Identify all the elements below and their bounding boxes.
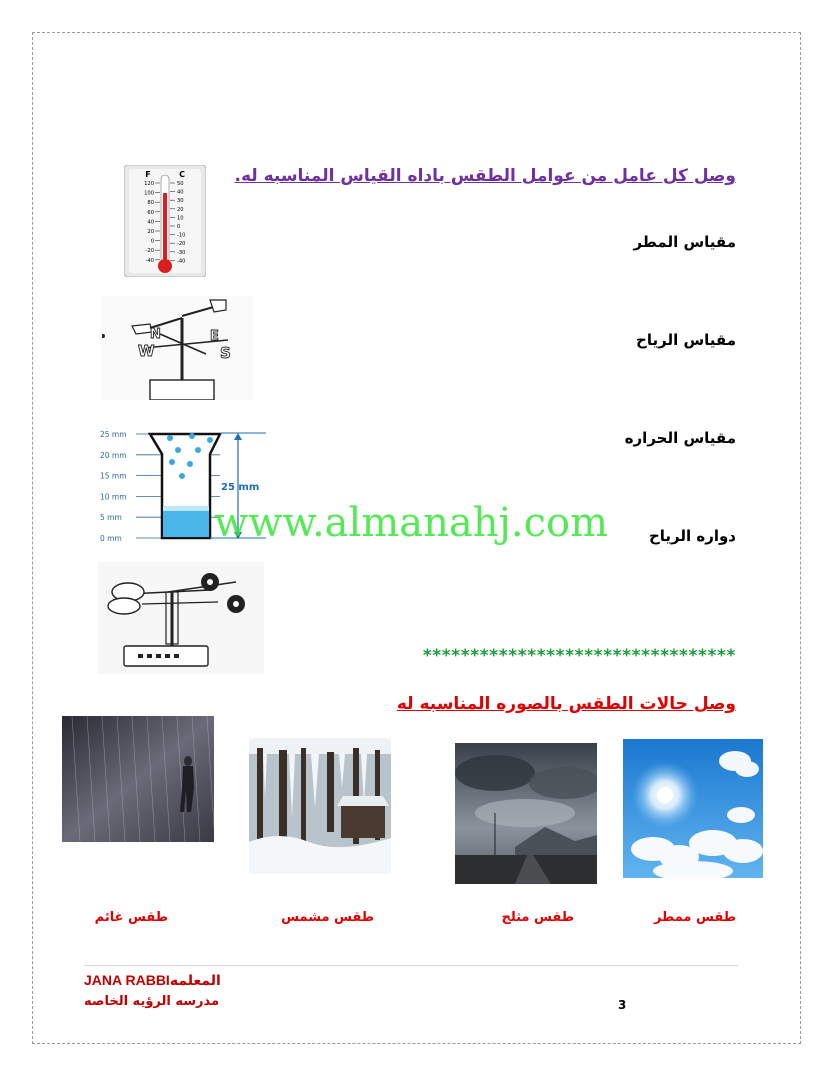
rain-gauge-scale-label: 15 mm bbox=[100, 471, 127, 481]
rainy-photo bbox=[62, 716, 214, 842]
thermo-c-tick: 10 bbox=[177, 215, 184, 222]
label-sunny-weather: طقس مشمس bbox=[281, 910, 374, 925]
thermo-f-tick: 100 bbox=[144, 190, 154, 197]
weather-vane-image bbox=[102, 296, 254, 400]
teacher-prefix: المعلمه bbox=[169, 973, 221, 989]
vane-w-letter: W bbox=[138, 342, 155, 360]
section2-title: وصل حالات الطقس بالصوره المناسبه له bbox=[396, 694, 736, 714]
thermo-f-tick: -40 bbox=[145, 257, 154, 264]
thermo-f-tick: 20 bbox=[147, 229, 154, 235]
school-name: مدرسه الرؤيه الخاصه bbox=[84, 994, 220, 1009]
thermo-c-tick: 0 bbox=[177, 224, 181, 230]
thermo-f-label: F bbox=[145, 170, 151, 179]
rain-gauge-level-label: 25 mm bbox=[221, 482, 260, 493]
thermo-c-label: C bbox=[179, 170, 185, 179]
footer-divider bbox=[84, 965, 738, 966]
rain-gauge-scale-label: 5 mm bbox=[100, 513, 122, 523]
rain-gauge-scale-label: 20 mm bbox=[100, 450, 127, 460]
vane-s-letter: S bbox=[220, 344, 231, 362]
page-number: 3 bbox=[618, 998, 627, 1012]
label-snowy-weather: طقس مثلج bbox=[501, 910, 574, 925]
rain-gauge-scale-label: 25 mm bbox=[100, 430, 127, 439]
snowy-photo bbox=[249, 738, 391, 874]
thermo-f-tick: 80 bbox=[147, 200, 154, 207]
thermo-c-tick: -30 bbox=[177, 249, 186, 256]
anemometer-image bbox=[98, 562, 264, 674]
thermo-f-tick: 40 bbox=[147, 219, 154, 226]
label-rainy-weather: طقس ممطر bbox=[653, 910, 736, 925]
thermo-c-tick: -10 bbox=[177, 232, 186, 239]
thermo-c-tick: 40 bbox=[177, 189, 184, 196]
cloudy-photo bbox=[455, 743, 597, 884]
label-cloudy-weather: طقس غائم bbox=[94, 910, 168, 925]
teacher-name-latin: JANA RABBI bbox=[84, 972, 170, 988]
label-thermometer: مقياس الحراره bbox=[624, 429, 736, 447]
teacher-name bbox=[84, 972, 221, 989]
rain-gauge-scale-label: 0 mm bbox=[100, 534, 122, 543]
sunny-photo bbox=[623, 739, 763, 878]
thermo-f-tick: 120 bbox=[144, 181, 154, 187]
section1-title: وصل كل عامل من عوامل الطقس باداه القياس المناسبه له. bbox=[234, 166, 736, 186]
label-wind-vane: دواره الرياح bbox=[648, 527, 736, 545]
thermo-c-tick: 20 bbox=[177, 206, 184, 213]
thermo-f-tick: -20 bbox=[145, 248, 154, 255]
thermo-c-tick: -40 bbox=[177, 258, 186, 265]
label-wind-gauge: مقياس الرياح bbox=[636, 331, 736, 349]
thermometer-image bbox=[124, 165, 206, 277]
thermo-c-tick: 50 bbox=[177, 181, 184, 187]
thermo-f-tick: 60 bbox=[147, 209, 154, 216]
label-rain-gauge: مقياس المطر bbox=[633, 233, 736, 251]
thermo-c-tick: -20 bbox=[177, 241, 186, 248]
vane-n-letter: N bbox=[150, 327, 161, 342]
watermark: www.almanahj.com bbox=[214, 500, 609, 546]
rain-gauge-scale-label: 10 mm bbox=[100, 492, 127, 502]
thermo-c-tick: 30 bbox=[177, 198, 184, 205]
separator-stars: ********************************* bbox=[422, 646, 736, 666]
vane-e-letter: E bbox=[210, 329, 219, 344]
thermo-f-tick: 0 bbox=[150, 238, 154, 245]
